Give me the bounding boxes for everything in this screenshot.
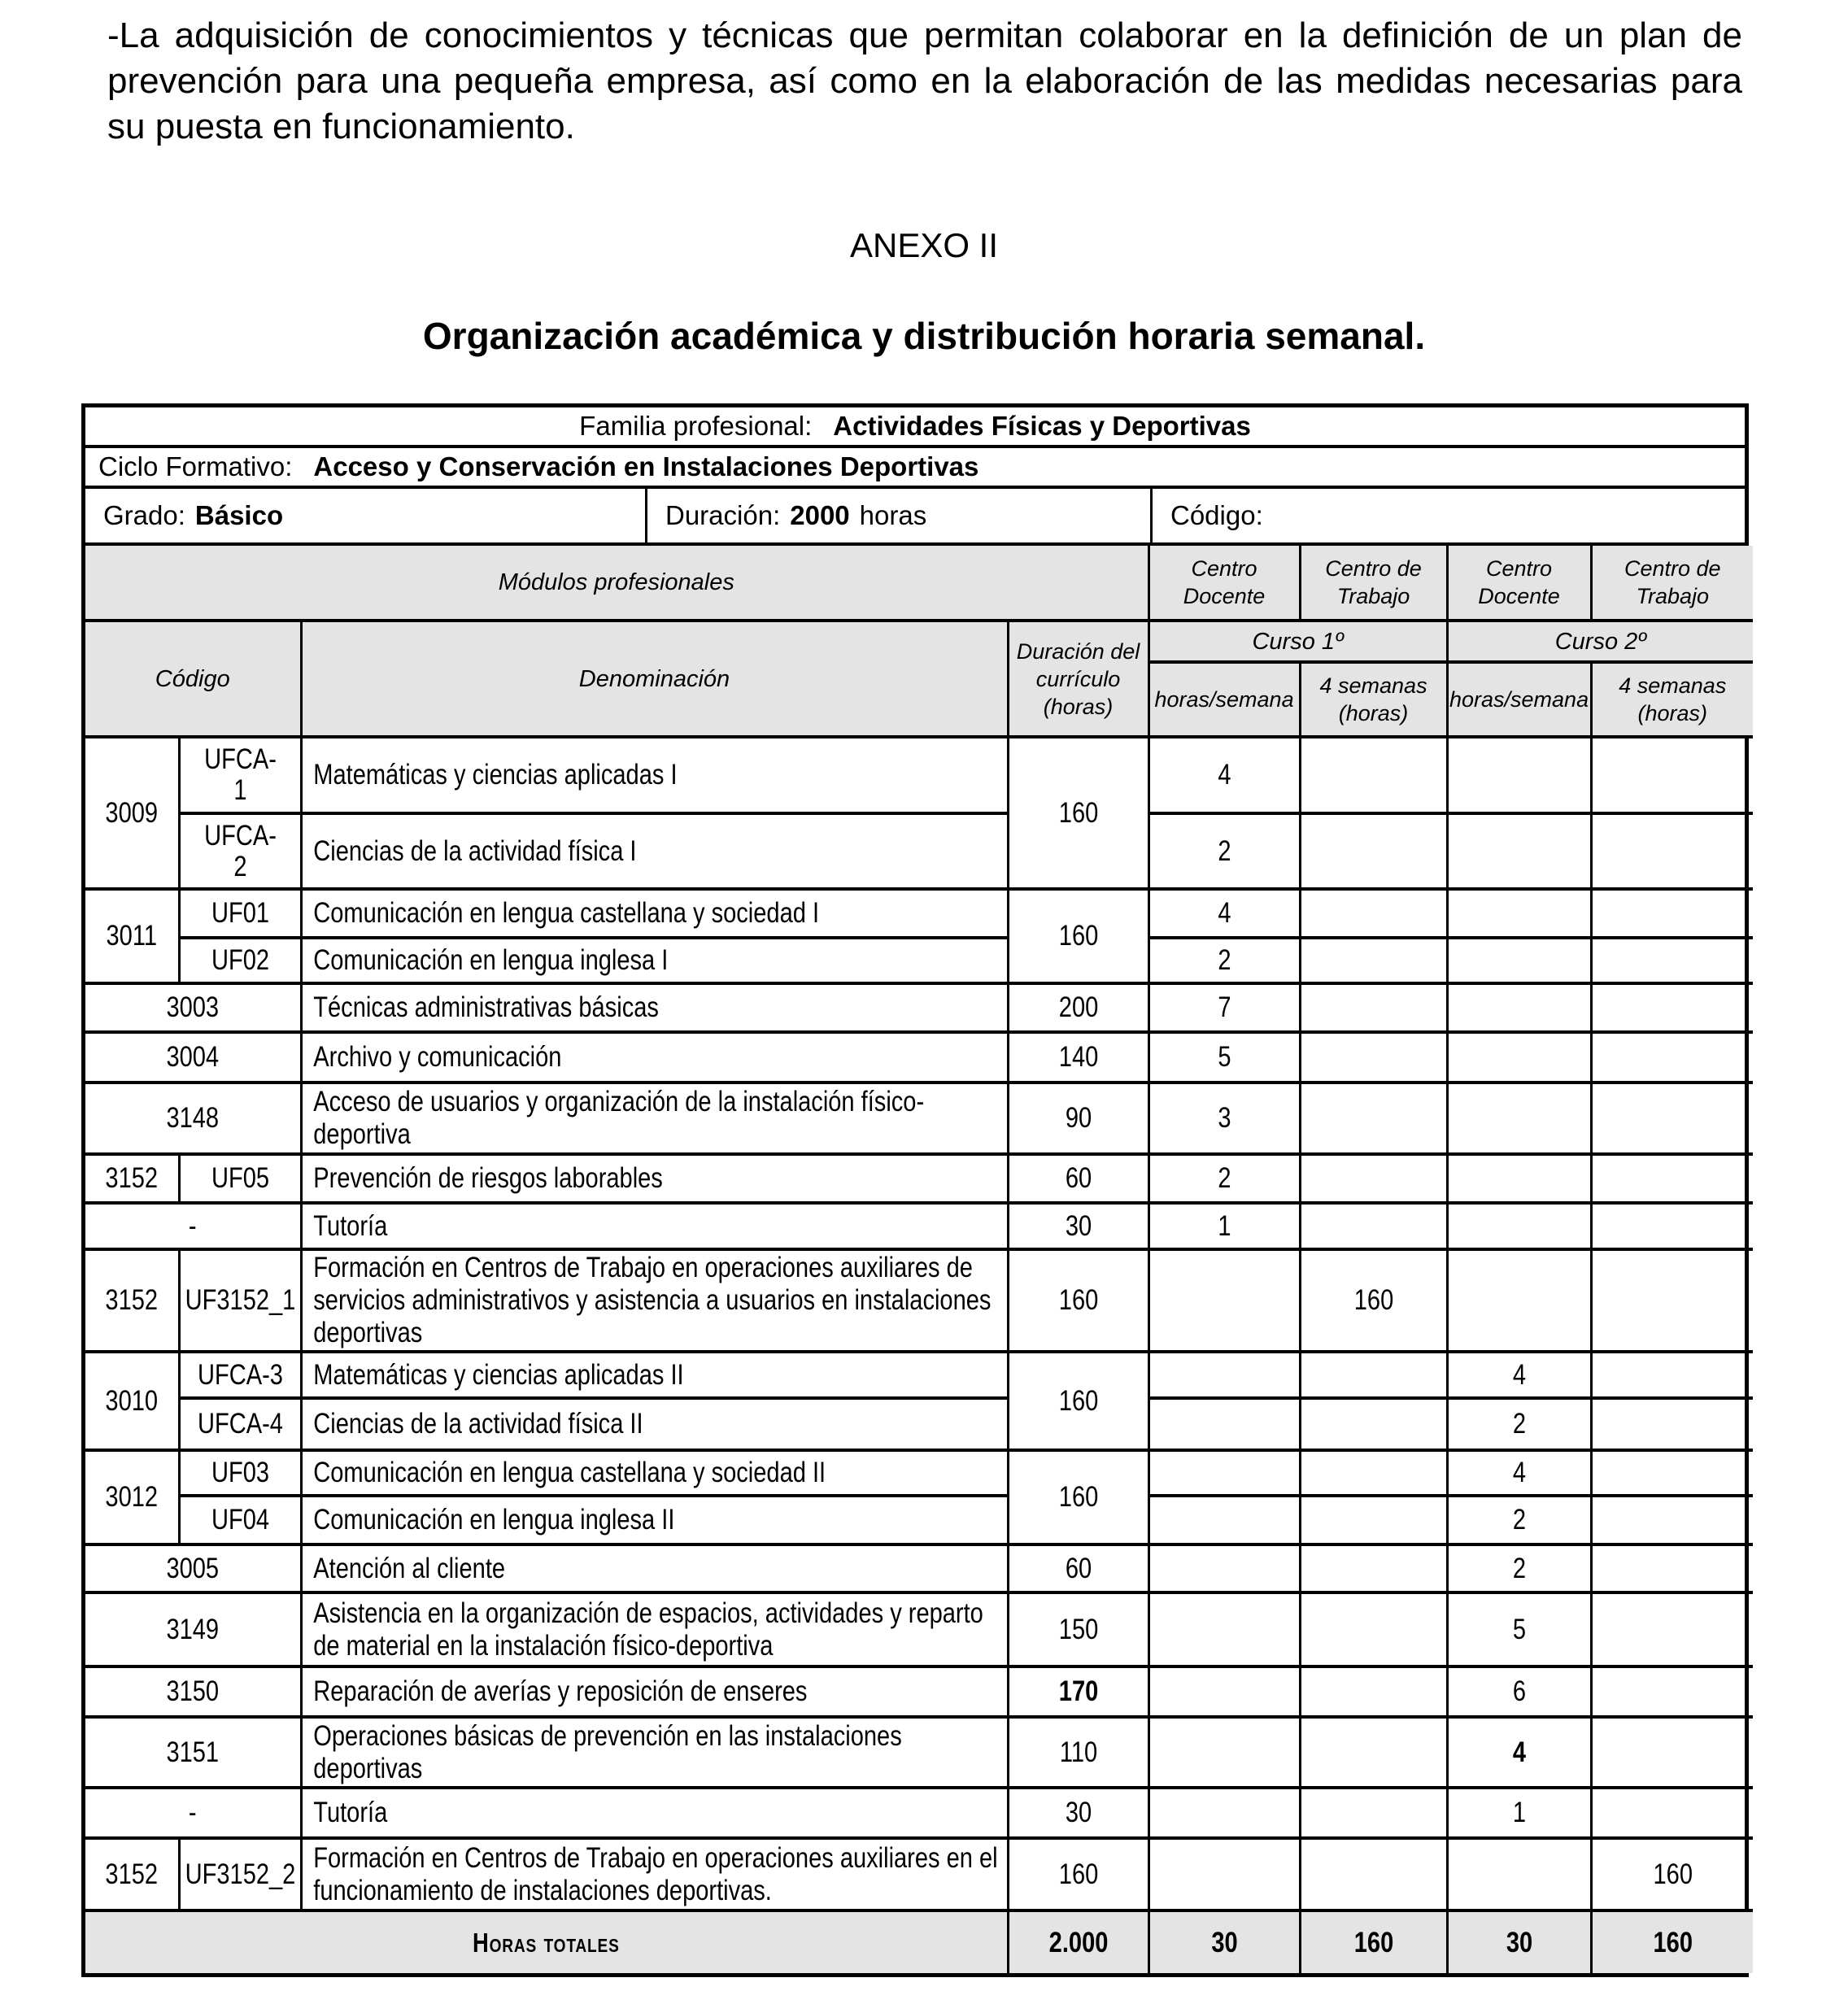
c1-4weeks-hours — [1300, 1203, 1447, 1249]
intro-paragraph: -La adquisición de conocimientos y técnicas que permitan colaborar en la definición de un plan de prevención para una pequeña empresa, así como en la elaboración de las medidas necesarias para su puesta en funcionamiento. — [107, 15, 1742, 146]
c2-hours-week: 6 — [1447, 1666, 1591, 1717]
familia-value: Actividades Físicas y Deportivas — [833, 411, 1251, 441]
module-row — [85, 1666, 1753, 1717]
c1-hours-week: 2 — [1148, 1154, 1300, 1203]
module-denomination: Reparación de averías y reposición de enseres — [301, 1666, 1008, 1717]
module-denomination: Operaciones básicas de prevención en las instalaciones deportivas — [301, 1717, 1008, 1788]
module-denomination: Formación en Centros de Trabajo en operaciones auxiliares en el funcionamiento de instalaciones deportivas. — [301, 1838, 1008, 1910]
curriculum-hours: 200 — [1008, 983, 1148, 1032]
curriculum-hours: 150 — [1008, 1592, 1148, 1666]
totals-row — [85, 1910, 1753, 1973]
c2-4weeks-hours — [1591, 1032, 1753, 1083]
c2-4weeks-hours — [1591, 1398, 1753, 1450]
c1-hours-week — [1148, 1717, 1300, 1788]
schedule-table — [81, 403, 1749, 1977]
c1-4weeks-hours — [1300, 737, 1447, 813]
c1-4weeks-hours — [1300, 1352, 1447, 1398]
c2-hours-week: 4 — [1447, 1717, 1591, 1788]
c2-hours-week — [1447, 1154, 1591, 1203]
curriculum-hours: 30 — [1008, 1203, 1148, 1249]
module-code: 3010 — [85, 1352, 179, 1450]
module-row — [85, 1398, 1753, 1450]
c2-4weeks-hours: 160 — [1591, 1838, 1753, 1910]
c1-hours-week — [1148, 1249, 1300, 1352]
section-title: Organización académica y distribución horaria semanal. — [422, 315, 1426, 357]
c2-hours-week — [1447, 1203, 1591, 1249]
c2-hours-week — [1447, 983, 1591, 1032]
totals-c2-hours-week: 30 — [1447, 1910, 1591, 1973]
c2-horas-semana-header: horas/semana — [1447, 662, 1591, 737]
module-row — [85, 1032, 1753, 1083]
module-row — [85, 1249, 1753, 1352]
module-row — [85, 938, 1753, 983]
duracion-cell — [647, 489, 1153, 542]
module-denomination: Atención al cliente — [301, 1544, 1008, 1592]
c1-4weeks-hours — [1300, 1083, 1447, 1154]
c2-4weeks-hours — [1591, 1592, 1753, 1666]
c2-hours-week — [1447, 1838, 1591, 1910]
c2-4weeks-hours — [1591, 1496, 1753, 1544]
c1-hours-week — [1148, 1666, 1300, 1717]
module-denomination: Comunicación en lengua inglesa II — [301, 1496, 1008, 1544]
centro-trabajo-2-header: Centro de Trabajo — [1591, 546, 1753, 621]
c2-4weeks-hours — [1591, 1717, 1753, 1788]
curriculum-hours: 160 — [1008, 1450, 1148, 1544]
c1-hours-week: 5 — [1148, 1032, 1300, 1083]
module-denomination: Ciencias de la actividad física I — [301, 813, 1008, 889]
module-unit-code: UFCA-3 — [179, 1352, 301, 1398]
curriculum-hours: 160 — [1008, 1249, 1148, 1352]
curriculum-hours: 160 — [1008, 737, 1148, 889]
module-row — [85, 983, 1753, 1032]
familia-label: Familia profesional: — [579, 411, 813, 441]
ciclo-label: Ciclo Formativo: — [98, 451, 293, 481]
module-denomination: Comunicación en lengua castellana y sociedad II — [301, 1450, 1008, 1496]
module-code: 3011 — [85, 889, 179, 983]
module-denomination: Técnicas administrativas básicas — [301, 983, 1008, 1032]
c1-4weeks-hours — [1300, 1450, 1447, 1496]
centro-docente-1-header: Centro Docente — [1148, 546, 1300, 621]
module-denomination: Acceso de usuarios y organización de la instalación físico-deportiva — [301, 1083, 1008, 1154]
grado-duracion-codigo-row — [85, 489, 1745, 546]
c1-4-semanas-header: 4 semanas (horas) — [1300, 662, 1447, 737]
curriculum-hours: 170 — [1008, 1666, 1148, 1717]
c2-hours-week — [1447, 1083, 1591, 1154]
ciclo-value: Acceso y Conservación en Instalaciones Deportivas — [313, 451, 979, 481]
c2-4weeks-hours — [1591, 737, 1753, 813]
c2-hours-week: 2 — [1447, 1398, 1591, 1450]
totals-c1-4weeks: 160 — [1300, 1910, 1447, 1973]
c1-4weeks-hours — [1300, 1544, 1447, 1592]
totals-c1-hours-week: 30 — [1148, 1910, 1300, 1973]
module-denomination: Archivo y comunicación — [301, 1032, 1008, 1083]
c1-hours-week: 4 — [1148, 737, 1300, 813]
module-code: 3012 — [85, 1450, 179, 1544]
curriculum-hours: 90 — [1008, 1083, 1148, 1154]
c2-4weeks-hours — [1591, 1203, 1753, 1249]
c1-hours-week — [1148, 1838, 1300, 1910]
module-unit-code: UF3152_2 — [179, 1838, 301, 1910]
totals-curriculum-hours: 2.000 — [1008, 1910, 1148, 1973]
module-code: 3152 — [85, 1838, 179, 1910]
c1-4weeks-hours — [1300, 938, 1447, 983]
totals-c2-4weeks: 160 — [1591, 1910, 1753, 1973]
c1-hours-week — [1148, 1592, 1300, 1666]
duracion-value: 2000 — [790, 500, 850, 530]
c2-hours-week — [1447, 938, 1591, 983]
c1-4weeks-hours — [1300, 1592, 1447, 1666]
c2-hours-week: 4 — [1447, 1352, 1591, 1398]
module-denomination: Asistencia en la organización de espacios, actividades y reparto de material en la instalación físico-deportiva — [301, 1592, 1008, 1666]
c2-4-semanas-header: 4 semanas (horas) — [1591, 662, 1753, 737]
module-unit-code: UF05 — [179, 1154, 301, 1203]
c1-hours-week — [1148, 1352, 1300, 1398]
module-row — [85, 813, 1753, 889]
c1-4weeks-hours: 160 — [1300, 1249, 1447, 1352]
module-code: 3003 — [85, 983, 301, 1032]
module-code: 3148 — [85, 1083, 301, 1154]
codigo-cell — [1153, 489, 1745, 542]
module-row — [85, 889, 1753, 938]
c1-horas-semana-header: horas/semana — [1148, 662, 1300, 737]
c2-hours-week — [1447, 813, 1591, 889]
c1-hours-week — [1148, 1788, 1300, 1838]
curso-header-row — [85, 621, 1753, 662]
familia-profesional-row — [85, 407, 1745, 448]
c2-4weeks-hours — [1591, 1083, 1753, 1154]
c1-4weeks-hours — [1300, 1788, 1447, 1838]
duracion-suffix: horas — [859, 500, 927, 530]
duracion-column-header: Duración del currículo (horas) — [1008, 621, 1148, 737]
module-denomination: Tutoría — [301, 1788, 1008, 1838]
module-code: - — [85, 1788, 301, 1838]
curriculum-hours: 60 — [1008, 1544, 1148, 1592]
centro-docente-2-header: Centro Docente — [1447, 546, 1591, 621]
module-row — [85, 1083, 1753, 1154]
c1-hours-week: 4 — [1148, 889, 1300, 938]
centro-trabajo-1-header: Centro de Trabajo — [1300, 546, 1447, 621]
c1-4weeks-hours — [1300, 889, 1447, 938]
module-row — [85, 1203, 1753, 1249]
codigo-column-header: Código — [85, 621, 301, 737]
module-denomination: Ciencias de la actividad física II — [301, 1398, 1008, 1450]
module-denomination: Prevención de riesgos laborables — [301, 1154, 1008, 1203]
centro-header-row — [85, 546, 1753, 621]
module-code: 3005 — [85, 1544, 301, 1592]
c2-hours-week: 4 — [1447, 1450, 1591, 1496]
c1-4weeks-hours — [1300, 1032, 1447, 1083]
c1-hours-week: 1 — [1148, 1203, 1300, 1249]
c2-4weeks-hours — [1591, 1544, 1753, 1592]
c2-4weeks-hours — [1591, 1352, 1753, 1398]
curriculum-hours: 160 — [1008, 889, 1148, 983]
modulos-profesionales-header: Módulos profesionales — [85, 546, 1148, 621]
c2-4weeks-hours — [1591, 1666, 1753, 1717]
c1-hours-week: 2 — [1148, 813, 1300, 889]
module-code: 3152 — [85, 1249, 179, 1352]
module-denomination: Tutoría — [301, 1203, 1008, 1249]
c2-4weeks-hours — [1591, 813, 1753, 889]
c1-hours-week: 2 — [1148, 938, 1300, 983]
c1-4weeks-hours — [1300, 1398, 1447, 1450]
module-code: 3151 — [85, 1717, 301, 1788]
c1-hours-week — [1148, 1450, 1300, 1496]
module-unit-code: UF02 — [179, 938, 301, 983]
c2-hours-week — [1447, 889, 1591, 938]
module-row — [85, 1838, 1753, 1910]
annex-heading: ANEXO II — [849, 226, 999, 264]
module-denomination: Comunicación en lengua castellana y sociedad I — [301, 889, 1008, 938]
c2-hours-week — [1447, 1032, 1591, 1083]
c2-hours-week: 1 — [1447, 1788, 1591, 1838]
c2-4weeks-hours — [1591, 1154, 1753, 1203]
c1-hours-week: 7 — [1148, 983, 1300, 1032]
module-denomination: Comunicación en lengua inglesa I — [301, 938, 1008, 983]
c2-hours-week: 2 — [1447, 1544, 1591, 1592]
c1-hours-week — [1148, 1398, 1300, 1450]
module-code: 3150 — [85, 1666, 301, 1717]
c2-4weeks-hours — [1591, 938, 1753, 983]
module-row — [85, 1496, 1753, 1544]
curriculum-hours: 30 — [1008, 1788, 1148, 1838]
c2-hours-week — [1447, 737, 1591, 813]
module-denomination: Formación en Centros de Trabajo en operaciones auxiliares de servicios administrativos y asistencia a usuarios en instalaciones deportivas — [301, 1249, 1008, 1352]
ciclo-formativo-row — [85, 448, 1745, 489]
module-unit-code: UF03 — [179, 1450, 301, 1496]
curriculum-hours: 160 — [1008, 1838, 1148, 1910]
c1-4weeks-hours — [1300, 1717, 1447, 1788]
module-denomination: Matemáticas y ciencias aplicadas II — [301, 1352, 1008, 1398]
module-code: 3009 — [85, 737, 179, 889]
curriculum-hours: 140 — [1008, 1032, 1148, 1083]
c1-4weeks-hours — [1300, 813, 1447, 889]
curriculum-hours: 60 — [1008, 1154, 1148, 1203]
c1-hours-week: 3 — [1148, 1083, 1300, 1154]
module-row — [85, 1788, 1753, 1838]
module-row — [85, 1544, 1753, 1592]
c2-hours-week — [1447, 1249, 1591, 1352]
module-unit-code: UFCA-2 — [179, 813, 301, 889]
module-unit-code: UF3152_1 — [179, 1249, 301, 1352]
module-code: - — [85, 1203, 301, 1249]
curso1-header: Curso 1º — [1148, 621, 1447, 662]
curso2-header: Curso 2º — [1447, 621, 1753, 662]
module-unit-code: UFCA-4 — [179, 1398, 301, 1450]
denominacion-column-header: Denominación — [301, 621, 1008, 737]
module-row — [85, 1592, 1753, 1666]
module-code: 3004 — [85, 1032, 301, 1083]
module-code: 3152 — [85, 1154, 179, 1203]
c2-4weeks-hours — [1591, 1788, 1753, 1838]
c2-4weeks-hours — [1591, 889, 1753, 938]
document-page — [0, 13, 1848, 1977]
duracion-label: Duración: — [665, 500, 781, 530]
module-code: 3149 — [85, 1592, 301, 1666]
c1-4weeks-hours — [1300, 1838, 1447, 1910]
module-unit-code: UF04 — [179, 1496, 301, 1544]
c1-hours-week — [1148, 1544, 1300, 1592]
module-row — [85, 1450, 1753, 1496]
c2-hours-week: 5 — [1447, 1592, 1591, 1666]
grado-label: Grado: — [103, 500, 185, 530]
module-denomination: Matemáticas y ciencias aplicadas I — [301, 737, 1008, 813]
c2-4weeks-hours — [1591, 1249, 1753, 1352]
module-row — [85, 737, 1753, 813]
grado-cell — [85, 489, 647, 542]
c1-4weeks-hours — [1300, 983, 1447, 1032]
c2-hours-week: 2 — [1447, 1496, 1591, 1544]
codigo-label: Código: — [1170, 500, 1263, 530]
module-row — [85, 1352, 1753, 1398]
totals-label: Horas totales — [85, 1910, 1008, 1973]
module-row — [85, 1154, 1753, 1203]
c1-4weeks-hours — [1300, 1496, 1447, 1544]
c2-4weeks-hours — [1591, 1450, 1753, 1496]
curriculum-hours: 110 — [1008, 1717, 1148, 1788]
grado-value: Básico — [194, 500, 284, 530]
module-row — [85, 1717, 1753, 1788]
modules-table — [85, 546, 1753, 1973]
module-unit-code: UF01 — [179, 889, 301, 938]
c1-4weeks-hours — [1300, 1666, 1447, 1717]
c2-4weeks-hours — [1591, 983, 1753, 1032]
module-unit-code: UFCA-1 — [179, 737, 301, 813]
c1-hours-week — [1148, 1496, 1300, 1544]
c1-4weeks-hours — [1300, 1154, 1447, 1203]
curriculum-hours: 160 — [1008, 1352, 1148, 1450]
